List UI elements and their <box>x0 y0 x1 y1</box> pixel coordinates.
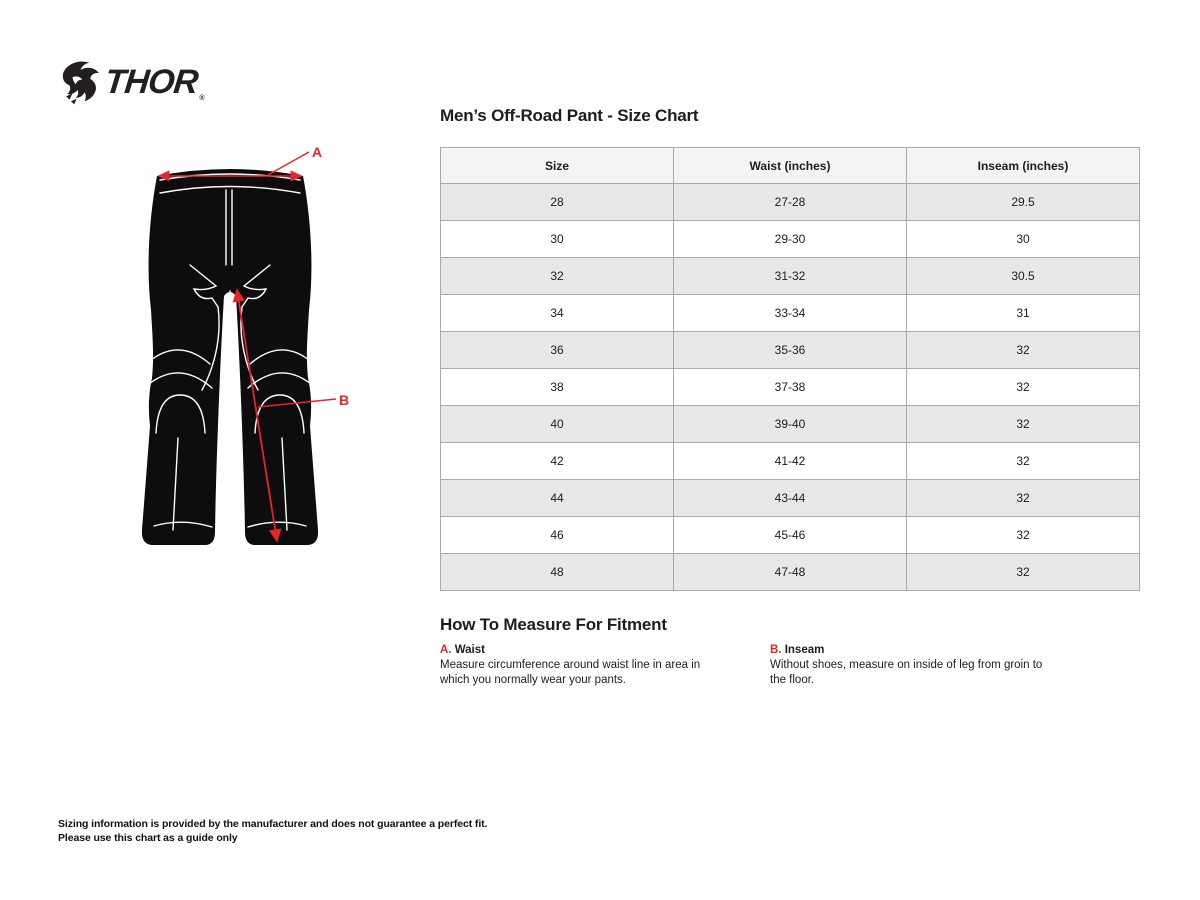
measure-text-inseam: Without shoes, measure on inside of leg from groin to the floor. <box>770 659 1043 686</box>
disclaimer-line-2: Please use this chart as a guide only <box>58 832 238 844</box>
table-cell: 30 <box>907 221 1140 258</box>
thor-logo <box>55 56 205 108</box>
table-row <box>441 332 1140 369</box>
label-a: A <box>312 144 323 160</box>
table-cell: 32 <box>907 480 1140 517</box>
table-cell: 32 <box>907 406 1140 443</box>
pant-silhouette <box>142 169 318 545</box>
table-cell: 34 <box>441 295 674 332</box>
table-cell: 32 <box>441 258 674 295</box>
table-row <box>441 406 1140 443</box>
pants-figure <box>140 138 380 570</box>
table-cell: 30 <box>441 221 674 258</box>
table-cell: 29.5 <box>907 184 1140 221</box>
measure-item-inseam <box>770 644 1140 687</box>
table-cell: 27-28 <box>674 184 907 221</box>
table-cell: 40 <box>441 406 674 443</box>
table-row <box>441 554 1140 591</box>
trademark-symbol: ® <box>199 95 205 102</box>
table-row <box>441 258 1140 295</box>
measure-letter-b: B. <box>770 644 782 656</box>
size-table-body <box>441 184 1140 591</box>
table-cell: 32 <box>907 517 1140 554</box>
table-cell: 32 <box>907 554 1140 591</box>
table-cell: 29-30 <box>674 221 907 258</box>
measure-label-waist <box>440 644 770 656</box>
size-chart-table <box>440 147 1140 591</box>
table-row <box>441 369 1140 406</box>
measure-letter-a: A. <box>440 644 452 656</box>
table-cell: 41-42 <box>674 443 907 480</box>
table-cell: 33-34 <box>674 295 907 332</box>
page-title: Men’s Off-Road Pant - Size Chart <box>440 106 699 125</box>
table-cell: 30.5 <box>907 258 1140 295</box>
disclaimer <box>58 817 487 845</box>
table-cell: 37-38 <box>674 369 907 406</box>
label-b: B <box>339 392 350 408</box>
thor-goat-icon <box>55 58 103 106</box>
table-row <box>441 295 1140 332</box>
table-cell: 36 <box>441 332 674 369</box>
table-cell: 46 <box>441 517 674 554</box>
table-cell: 32 <box>907 369 1140 406</box>
table-cell: 45-46 <box>674 517 907 554</box>
measure-heading: How To Measure For Fitment <box>440 615 667 634</box>
table-cell: 38 <box>441 369 674 406</box>
table-cell: 42 <box>441 443 674 480</box>
brand-wordmark: THOR <box>103 63 200 101</box>
table-row <box>441 184 1140 221</box>
measure-label-inseam <box>770 644 1140 656</box>
table-cell: 32 <box>907 332 1140 369</box>
table-row <box>441 480 1140 517</box>
table-header-row <box>441 148 1140 184</box>
table-cell: 32 <box>907 443 1140 480</box>
table-cell: 28 <box>441 184 674 221</box>
measure-name-waist: Waist <box>454 644 485 656</box>
column-header: Size <box>441 148 674 184</box>
measure-text-waist: Measure circumference around waist line in area in which you normally wear your pants. <box>440 659 701 686</box>
table-cell: 35-36 <box>674 332 907 369</box>
table-cell: 43-44 <box>674 480 907 517</box>
measure-name-inseam: Inseam <box>784 644 825 656</box>
measure-item-waist <box>440 644 770 687</box>
pants-diagram <box>140 138 380 570</box>
column-header: Waist (inches) <box>674 148 907 184</box>
table-cell: 31-32 <box>674 258 907 295</box>
table-cell: 39-40 <box>674 406 907 443</box>
table-cell: 47-48 <box>674 554 907 591</box>
disclaimer-line-1: Sizing information is provided by the manufacturer and does not guarantee a perfect fit. <box>58 818 488 830</box>
column-header: Inseam (inches) <box>907 148 1140 184</box>
table-row <box>441 517 1140 554</box>
table-row <box>441 221 1140 258</box>
table-row <box>441 443 1140 480</box>
label-a-leader-line <box>268 152 309 175</box>
table-cell: 31 <box>907 295 1140 332</box>
size-chart-section <box>440 106 1140 687</box>
table-cell: 44 <box>441 480 674 517</box>
table-cell: 48 <box>441 554 674 591</box>
measure-columns <box>440 644 1140 687</box>
